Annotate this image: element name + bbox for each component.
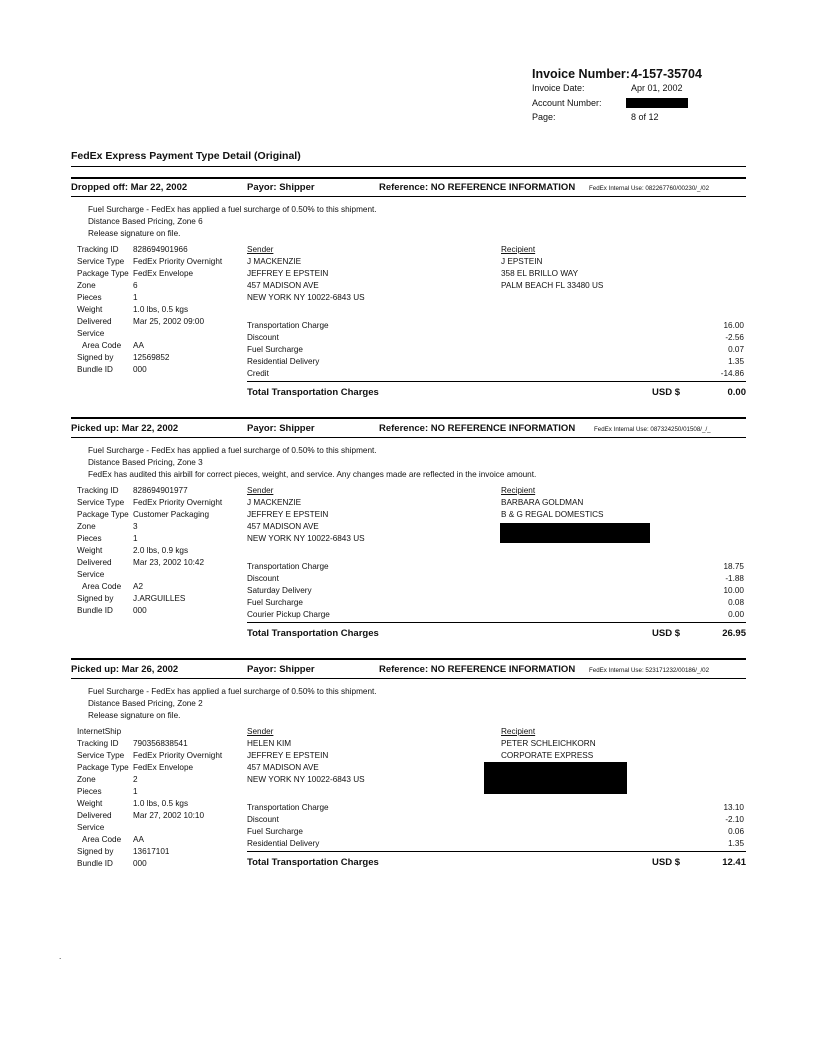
sender-line: JEFFREY E EPSTEIN: [247, 751, 329, 760]
tracking-id: 828694901966: [133, 245, 188, 254]
recipient-line: 358 EL BRILLO WAY: [501, 269, 579, 278]
internet-ship-label: InternetShip: [77, 727, 122, 736]
recipient-line: J EPSTEIN: [501, 257, 543, 266]
package-type-label: Package Type: [77, 269, 129, 278]
zone: 2: [133, 775, 138, 784]
bundle-id-label: Bundle ID: [77, 859, 113, 868]
package-type: FedEx Envelope: [133, 763, 194, 772]
pieces: 1: [133, 534, 138, 543]
recipient-line: PALM BEACH FL 33480 US: [501, 281, 604, 290]
area-code: AA: [133, 341, 144, 350]
sender-line: JEFFREY E EPSTEIN: [247, 269, 329, 278]
invoice-number: 4-157-35704: [631, 67, 702, 81]
shipment-note: Fuel Surcharge - FedEx has applied a fuel surcharge of 0.50% to this shipment.: [88, 446, 377, 455]
shipment-internal-use: FedEx Internal Use: 087324250/01508/_/_: [594, 426, 711, 433]
total-amount: 12.41: [722, 857, 746, 868]
service-label: Service: [77, 823, 105, 832]
service-type: FedEx Priority Overnight: [133, 257, 223, 266]
area-code: A2: [133, 582, 144, 591]
charge-amount: 0.07: [728, 345, 744, 354]
shipment-payor: Payor: Shipper: [247, 423, 315, 434]
area-code-label: Area Code: [82, 835, 122, 844]
charge-name: Courier Pickup Charge: [247, 610, 330, 619]
charge-amount: 18.75: [723, 562, 744, 571]
sender-line: NEW YORK NY 10022-6843 US: [247, 775, 365, 784]
shipment-header-rule: [71, 437, 746, 438]
shipment-event: Picked up: Mar 26, 2002: [71, 664, 179, 675]
invoice-number-label: Invoice Number:: [532, 67, 630, 81]
charge-amount: -1.88: [725, 574, 744, 583]
recipient-line: CORPORATE EXPRESS: [501, 751, 594, 760]
recipient-heading: Recipient: [501, 727, 536, 736]
signed-by-label: Signed by: [77, 594, 114, 603]
shipment-reference: Reference: NO REFERENCE INFORMATION: [379, 182, 576, 193]
shipment-payor: Payor: Shipper: [247, 182, 315, 193]
service-label: Service: [77, 329, 105, 338]
charge-amount: 0.08: [728, 598, 744, 607]
delivered: Mar 27, 2002 10:10: [133, 811, 205, 820]
account-number-label: Account Number:: [532, 98, 602, 108]
delivered-label: Delivered: [77, 558, 112, 567]
signed-by: 13617101: [133, 847, 170, 856]
total-label: Total Transportation Charges: [247, 857, 379, 868]
total-rule: [247, 851, 746, 852]
shipment-header-rule: [71, 678, 746, 679]
sender-line: 457 MADISON AVE: [247, 763, 319, 772]
charge-name: Discount: [247, 574, 279, 583]
service-label: Service: [77, 570, 105, 579]
shipment-note: Release signature on file.: [88, 711, 181, 720]
zone: 6: [133, 281, 138, 290]
package-type: FedEx Envelope: [133, 269, 194, 278]
shipment-reference: Reference: NO REFERENCE INFORMATION: [379, 423, 576, 434]
signed-by-label: Signed by: [77, 847, 114, 856]
area-code-label: Area Code: [82, 582, 122, 591]
tracking-label: Tracking ID: [77, 739, 119, 748]
shipment-top-rule: [71, 177, 746, 179]
weight-label: Weight: [77, 546, 103, 555]
total-currency: USD $: [652, 387, 680, 398]
charge-name: Fuel Surcharge: [247, 345, 303, 354]
charge-amount: 0.06: [728, 827, 744, 836]
sender-line: NEW YORK NY 10022-6843 US: [247, 293, 365, 302]
charge-name: Discount: [247, 333, 279, 342]
area-code: AA: [133, 835, 144, 844]
signed-by: J.ARGUILLES: [133, 594, 186, 603]
service-type: FedEx Priority Overnight: [133, 498, 223, 507]
delivered: Mar 25, 2002 09:00: [133, 317, 205, 326]
shipment-event: Picked up: Mar 22, 2002: [71, 423, 179, 434]
shipment-payor: Payor: Shipper: [247, 664, 315, 675]
charge-name: Discount: [247, 815, 279, 824]
shipment-note: Distance Based Pricing, Zone 6: [88, 217, 203, 226]
section-divider: [71, 166, 746, 167]
delivered-label: Delivered: [77, 317, 112, 326]
package-type-label: Package Type: [77, 510, 129, 519]
shipment-note: FedEx has audited this airbill for correct pieces, weight, and service. Any changes made are reflected in the invoice amount.: [88, 470, 537, 479]
bundle-id-label: Bundle ID: [77, 365, 113, 374]
charge-amount: -2.10: [725, 815, 744, 824]
bundle-id: 000: [133, 859, 147, 868]
charge-amount: 16.00: [723, 321, 744, 330]
pieces-label: Pieces: [77, 534, 102, 543]
weight-label: Weight: [77, 305, 103, 314]
service-type-label: Service Type: [77, 257, 125, 266]
bundle-id: 000: [133, 606, 147, 615]
recipient-address-redaction: [484, 762, 627, 794]
pieces-label: Pieces: [77, 293, 102, 302]
charge-name: Fuel Surcharge: [247, 827, 303, 836]
total-rule: [247, 381, 746, 382]
total-currency: USD $: [652, 857, 680, 868]
weight: 1.0 lbs, 0.5 kgs: [133, 305, 189, 314]
bundle-id: 000: [133, 365, 147, 374]
charge-amount: 13.10: [723, 803, 744, 812]
zone-label: Zone: [77, 775, 96, 784]
charge-amount: 0.00: [728, 610, 744, 619]
bundle-id-label: Bundle ID: [77, 606, 113, 615]
charge-name: Residential Delivery: [247, 357, 320, 366]
shipment-note: Distance Based Pricing, Zone 3: [88, 458, 203, 467]
weight: 2.0 lbs, 0.9 kgs: [133, 546, 189, 555]
tracking-label: Tracking ID: [77, 486, 119, 495]
shipment-note: Release signature on file.: [88, 229, 181, 238]
charge-amount: 1.35: [728, 357, 744, 366]
shipment-internal-use: FedEx Internal Use: 523171232/00186/_/02: [589, 667, 710, 674]
total-amount: 0.00: [727, 387, 746, 398]
delivered-label: Delivered: [77, 811, 112, 820]
recipient-heading: Recipient: [501, 245, 536, 254]
sender-line: 457 MADISON AVE: [247, 281, 319, 290]
delivered: Mar 23, 2002 10:42: [133, 558, 205, 567]
recipient-heading: Recipient: [501, 486, 536, 495]
recipient-line: BARBARA GOLDMAN: [501, 498, 584, 507]
invoice-date-label: Invoice Date:: [532, 83, 585, 93]
service-type-label: Service Type: [77, 498, 125, 507]
recipient-line: PETER SCHLEICHKORN: [501, 739, 596, 748]
section-title: FedEx Express Payment Type Detail (Original): [71, 150, 301, 162]
service-type: FedEx Priority Overnight: [133, 751, 223, 760]
tracking-id: 828694901977: [133, 486, 188, 495]
shipment-event: Dropped off: Mar 22, 2002: [71, 182, 188, 193]
shipment-note: Fuel Surcharge - FedEx has applied a fuel surcharge of 0.50% to this shipment.: [88, 205, 377, 214]
total-rule: [247, 622, 746, 623]
sender-line: J MACKENZIE: [247, 498, 302, 507]
charge-name: Saturday Delivery: [247, 586, 312, 595]
shipment-note: Distance Based Pricing, Zone 2: [88, 699, 203, 708]
shipment-top-rule: [71, 658, 746, 660]
shipment-note: Fuel Surcharge - FedEx has applied a fuel surcharge of 0.50% to this shipment.: [88, 687, 377, 696]
tracking-id: 790356838541: [133, 739, 188, 748]
sender-line: JEFFREY E EPSTEIN: [247, 510, 329, 519]
signed-by: 12569852: [133, 353, 170, 362]
footer-mark: .: [59, 952, 62, 961]
charge-amount: 1.35: [728, 839, 744, 848]
charge-name: Transportation Charge: [247, 562, 329, 571]
pieces: 1: [133, 293, 138, 302]
package-type-label: Package Type: [77, 763, 129, 772]
pieces: 1: [133, 787, 138, 796]
sender-line: J MACKENZIE: [247, 257, 302, 266]
charge-name: Transportation Charge: [247, 321, 329, 330]
total-label: Total Transportation Charges: [247, 387, 379, 398]
sender-line: HELEN KIM: [247, 739, 292, 748]
charge-name: Transportation Charge: [247, 803, 329, 812]
zone-label: Zone: [77, 522, 96, 531]
account-number-redaction: [626, 98, 688, 108]
weight-label: Weight: [77, 799, 103, 808]
recipient-line: B & G REGAL DOMESTICS: [501, 510, 604, 519]
sender-line: 457 MADISON AVE: [247, 522, 319, 531]
signed-by-label: Signed by: [77, 353, 114, 362]
weight: 1.0 lbs, 0.5 kgs: [133, 799, 189, 808]
charge-amount: 10.00: [723, 586, 744, 595]
charge-name: Fuel Surcharge: [247, 598, 303, 607]
sender-heading: Sender: [247, 245, 274, 254]
total-currency: USD $: [652, 628, 680, 639]
page-number: 8 of 12: [631, 112, 659, 122]
page-label: Page:: [532, 112, 556, 122]
total-label: Total Transportation Charges: [247, 628, 379, 639]
charge-amount: -14.86: [720, 369, 744, 378]
invoice-date: Apr 01, 2002: [631, 83, 683, 93]
shipment-reference: Reference: NO REFERENCE INFORMATION: [379, 664, 576, 675]
charge-name: Residential Delivery: [247, 839, 320, 848]
shipment-top-rule: [71, 417, 746, 419]
shipment-internal-use: FedEx Internal Use: 082267760/00230/_/02: [589, 185, 710, 192]
area-code-label: Area Code: [82, 341, 122, 350]
service-type-label: Service Type: [77, 751, 125, 760]
charge-name: Credit: [247, 369, 269, 378]
total-amount: 26.95: [722, 628, 746, 639]
charge-amount: -2.56: [725, 333, 744, 342]
pieces-label: Pieces: [77, 787, 102, 796]
sender-line: NEW YORK NY 10022-6843 US: [247, 534, 365, 543]
tracking-label: Tracking ID: [77, 245, 119, 254]
package-type: Customer Packaging: [133, 510, 209, 519]
sender-heading: Sender: [247, 727, 274, 736]
shipment-header-rule: [71, 196, 746, 197]
zone-label: Zone: [77, 281, 96, 290]
zone: 3: [133, 522, 138, 531]
sender-heading: Sender: [247, 486, 274, 495]
recipient-address-redaction: [500, 523, 650, 543]
